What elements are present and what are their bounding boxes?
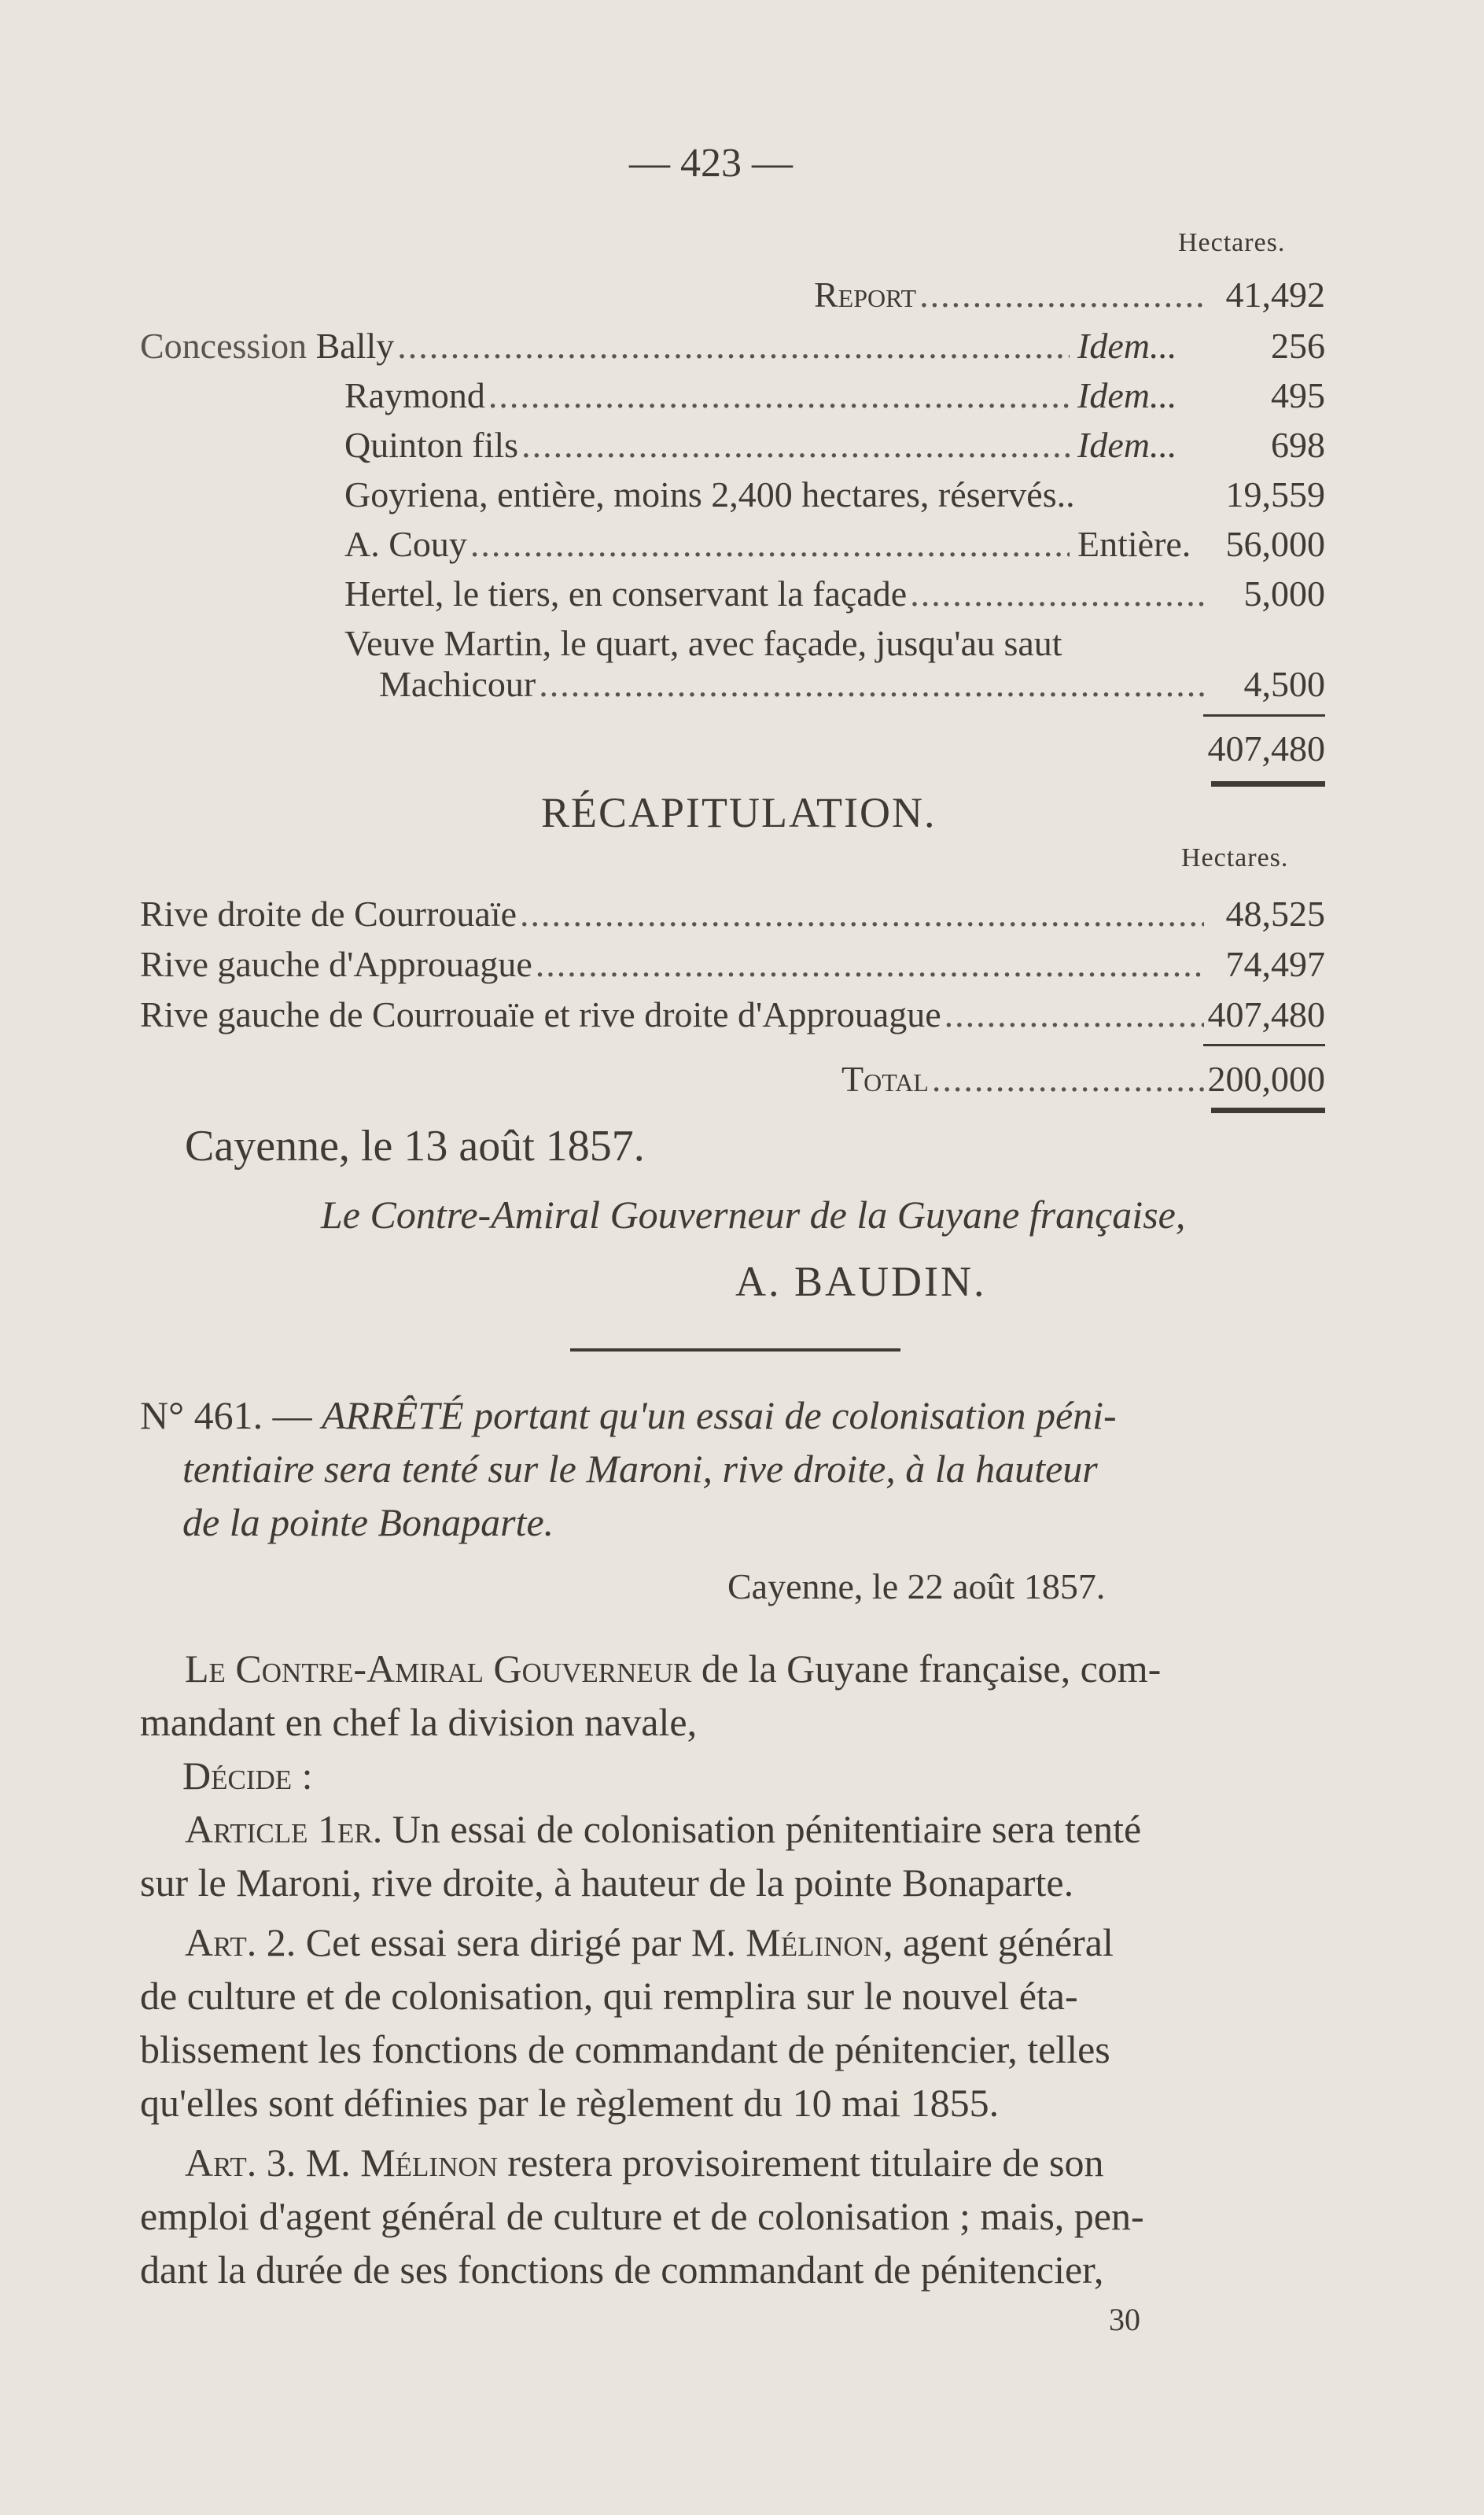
article-1-text: Un essai de colonisation pénitentiaire sera tenté: [382, 1807, 1142, 1851]
article-2-line4: qu'elles sont définies par le règlement du 10 mai 1855.: [140, 2081, 1000, 2125]
row-label: Machicour: [379, 664, 536, 704]
recap-unit-label: Hectares.: [1181, 843, 1289, 872]
row-unit: Idem...: [1077, 326, 1177, 366]
row-label: Bally: [315, 326, 395, 366]
intro-text: de la Guyane française, com-: [691, 1647, 1162, 1691]
row-unit: Entière.: [1077, 524, 1191, 564]
article-3-line1: [185, 2140, 1104, 2185]
row-value: 698: [1271, 425, 1325, 465]
recap-row-value: 74,497: [1225, 944, 1325, 984]
total-rule: [1211, 781, 1325, 787]
row-value: 56,000: [1225, 524, 1325, 564]
article-2-text-b: , agent général: [882, 1920, 1114, 1964]
recap-row-label: Rive droite de Courrouaïe: [140, 894, 517, 934]
row-prefix: Concession: [140, 326, 316, 366]
recap-row-label: Rive gauche d'Approuague: [140, 944, 532, 984]
unit-label: Hectares.: [1178, 228, 1286, 257]
recap-sum-rule: [1203, 1044, 1325, 1046]
recap-title: RÉCAPITULATION.: [541, 789, 937, 836]
recap-total-value: 200,000: [1207, 1059, 1325, 1099]
row-value: 495: [1271, 375, 1325, 415]
intro-line1: [185, 1646, 1161, 1691]
article-3-text-b: restera provisoirement titulaire de son: [497, 2141, 1104, 2185]
decree-heading: ARRÊTÉ portant qu'un essai de colonisation péni-: [322, 1393, 1117, 1437]
article-2-line1: [185, 1919, 1114, 1965]
recap-row-label: Rive gauche de Courrouaïe et rive droite d'Approuague: [140, 994, 941, 1034]
row-label: Goyriena, entière, moins 2,400 hectares, réservés..: [344, 474, 1075, 514]
recap-row-value: 407,480: [1207, 994, 1325, 1034]
recap-total-row: [841, 1056, 1325, 1103]
signature-title: Le Contre-Amiral Gouverneur de la Guyane française,: [321, 1193, 1186, 1237]
article-2-text-a: Cet essai sera dirigé par M.: [296, 1920, 746, 1964]
article-1-line2: sur le Maroni, rive droite, à hauteur de la pointe Bonaparte.: [140, 1860, 1074, 1905]
article-1-heading: Article 1er.: [185, 1807, 383, 1851]
row-label: Veuve Martin, le quart, avec façade, jusqu'au saut: [344, 623, 1062, 663]
section-divider: [570, 1348, 900, 1352]
sum-rule: [1203, 714, 1325, 717]
table-total: 407,480: [1207, 728, 1325, 769]
table-row: [344, 570, 1325, 618]
page-number: — 423 —: [629, 141, 793, 186]
row-label: Hertel, le tiers, en conservant la façade: [344, 573, 908, 614]
row-label: Quinton fils: [344, 425, 519, 465]
signature-name: A. BAUDIN.: [735, 1258, 987, 1305]
decree-heading-line1: [140, 1392, 1117, 1438]
signature-mark: 30: [1109, 2302, 1140, 2337]
table-row: [344, 372, 1325, 419]
table-row: [344, 471, 1325, 518]
table-row: [344, 422, 1325, 469]
recap-row: [140, 941, 1325, 988]
article-3-line2: emploi d'agent général de culture et de colonisation ; mais, pen-: [140, 2194, 1144, 2238]
table-row: [344, 620, 1325, 667]
intro-title: Le Contre-Amiral Gouverneur: [185, 1647, 692, 1691]
decide-label: Décide :: [182, 1753, 313, 1798]
decree-heading-line3: de la pointe Bonaparte.: [182, 1500, 554, 1544]
row-value: 5,000: [1243, 573, 1325, 614]
article-2-name: Mélinon: [746, 1920, 883, 1964]
row-unit: Idem...: [1077, 425, 1177, 465]
report-row: [814, 271, 1325, 319]
recap-row: [140, 891, 1325, 938]
article-1-line1: [185, 1806, 1141, 1852]
signature-place-date: Cayenne, le 13 août 1857.: [185, 1122, 645, 1171]
recap-total-label: Total: [841, 1059, 929, 1099]
row-value: 256: [1271, 326, 1325, 366]
row-label: Raymond: [344, 375, 485, 415]
row-label: A. Couy: [344, 524, 467, 564]
article-2-heading: Art. 2.: [185, 1920, 296, 1964]
row-value: 4,500: [1243, 664, 1325, 704]
article-2-line2: de culture et de colonisation, qui remplira sur le nouvel éta-: [140, 1974, 1078, 2018]
decree-number: N° 461. —: [140, 1393, 322, 1437]
article-2-line3: blissement les fonctions de commandant de pénitencier, telles: [140, 2027, 1110, 2071]
table-row: [344, 521, 1325, 568]
recap-row-value: 48,525: [1225, 894, 1325, 934]
decree-heading-line2: tentiaire sera tenté sur le Maroni, rive droite, à la hauteur: [182, 1447, 1098, 1491]
table-row: [379, 661, 1325, 708]
article-3-text-a: M.: [296, 2141, 361, 2185]
recap-total-rule: [1211, 1108, 1325, 1113]
table-row: [140, 323, 1325, 370]
report-label: Report: [814, 275, 917, 315]
report-value: 41,492: [1225, 275, 1325, 315]
intro-line2: mandant en chef la division navale,: [140, 1700, 698, 1744]
recap-row: [140, 991, 1325, 1038]
row-value: 19,559: [1225, 474, 1325, 514]
row-unit: Idem...: [1077, 375, 1177, 415]
article-3-heading: Art. 3.: [185, 2141, 296, 2185]
article-3-line3: dant la durée de ses fonctions de commandant de pénitencier,: [140, 2248, 1104, 2292]
article-3-name: Mélinon: [360, 2141, 498, 2185]
decree-date: Cayenne, le 22 août 1857.: [727, 1566, 1106, 1606]
